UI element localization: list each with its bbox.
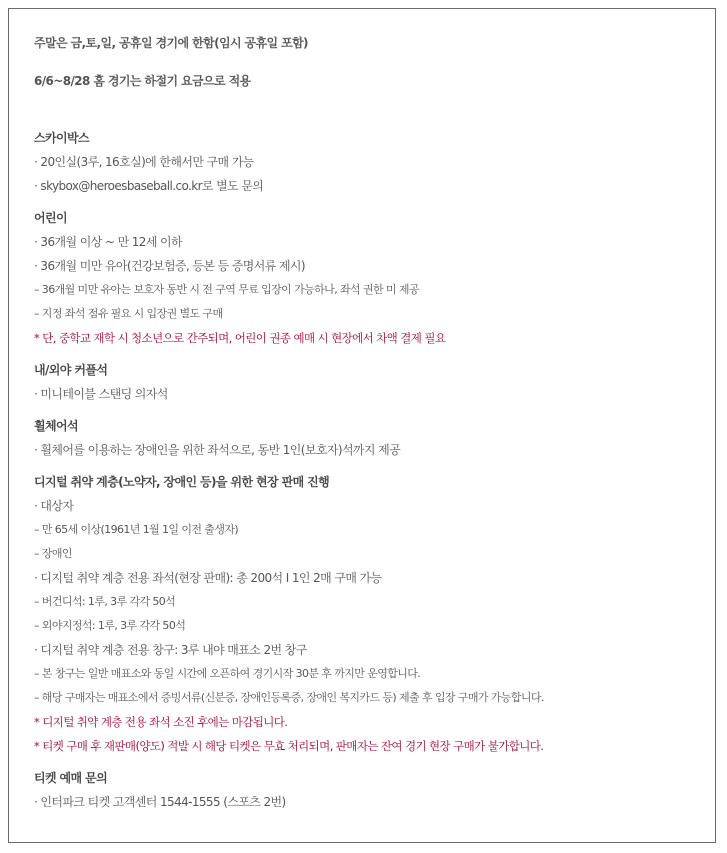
sub-item: – 버건디석: 1루, 3루 각각 50석 [34, 595, 176, 608]
section-heading: 휠체어석 [34, 419, 78, 433]
notice-line: * 티켓 구매 후 재판매(양도) 적발 시 해당 티켓은 무효 처리되며, 판매자는 잔여 경기 현장 구매가 불가합니다. [34, 739, 544, 753]
section-heading: 어린이 [34, 211, 67, 225]
section-heading: 티켓 예매 문의 [34, 771, 108, 785]
sections [34, 126, 715, 814]
list-item: · 20인실(3루, 16호실)에 한해서만 구매 가능 [34, 155, 254, 169]
list-item: · 36개월 미만 유아(건강보험증, 등본 등 증명서류 제시) [34, 259, 306, 273]
list-item: · skybox@heroesbaseball.co.kr로 별도 문의 [34, 179, 264, 193]
sub-item: – 본 창구는 일반 매표소와 동일 시간에 오픈하여 경기시작 30분 후 까지만 운영합니다. [34, 667, 421, 680]
notice-line: * 디지털 취약 계층 전용 좌석 소진 후에는 마감됩니다. [34, 715, 288, 729]
list-item: · 인터파크 티켓 고객센터 1544-1555 (스포츠 2번) [34, 795, 286, 809]
sub-item: – 36개월 미만 유아는 보호자 동반 시 전 구역 무료 입장이 가능하나, 좌석 권한 미 제공 [34, 283, 419, 296]
sub-item: – 만 65세 이상(1961년 1월 1일 이전 출생자) [34, 523, 239, 536]
list-item: · 휠체어를 이용하는 장애인을 위한 좌석으로, 동반 1인(보호자)석까지 제공 [34, 443, 401, 457]
notice-line: * 단, 중학교 재학 시 청소년으로 간주되며, 어린이 권종 예매 시 현장에서 차액 결제 필요 [34, 331, 446, 345]
section-heading: 내/외야 커플석 [34, 363, 108, 377]
list-item: · 디지털 취약 계층 전용 창구: 3루 내야 매표소 2번 창구 [34, 643, 307, 657]
list-item: · 디지털 취약 계층 전용 좌석(현장 판매): 총 200석 I 1인 2매 구매 가능 [34, 571, 382, 585]
section-heading: 스카이박스 [34, 131, 89, 145]
list-item: · 미니테이블 스탠딩 의자석 [34, 387, 168, 401]
ticket-info-panel [8, 8, 716, 843]
list-item: · 36개월 이상 ~ 만 12세 이하 [34, 235, 183, 249]
intro-summer-note: 6/6~8/28 홈 경기는 하절기 요금으로 적용 [34, 74, 251, 88]
section-heading: 디지털 취약 계층(노약자, 장애인 등)을 위한 현장 판매 진행 [34, 475, 330, 489]
sub-item: – 장애인 [34, 547, 72, 560]
intro-weekend-note: 주말은 금,토,일, 공휴일 경기에 한함(임시 공휴일 포함) [34, 36, 308, 50]
sub-item: – 해당 구매자는 매표소에서 증빙서류(신분증, 장애인등록증, 장애인 복지카드 등) 제출 후 입장 구매가 가능합니다. [34, 691, 544, 704]
sub-item: – 외야지정석: 1루, 3루 각각 50석 [34, 619, 186, 632]
list-item: · 대상자 [34, 499, 74, 513]
sub-item: – 지정 좌석 점유 필요 시 입장권 별도 구매 [34, 307, 223, 320]
